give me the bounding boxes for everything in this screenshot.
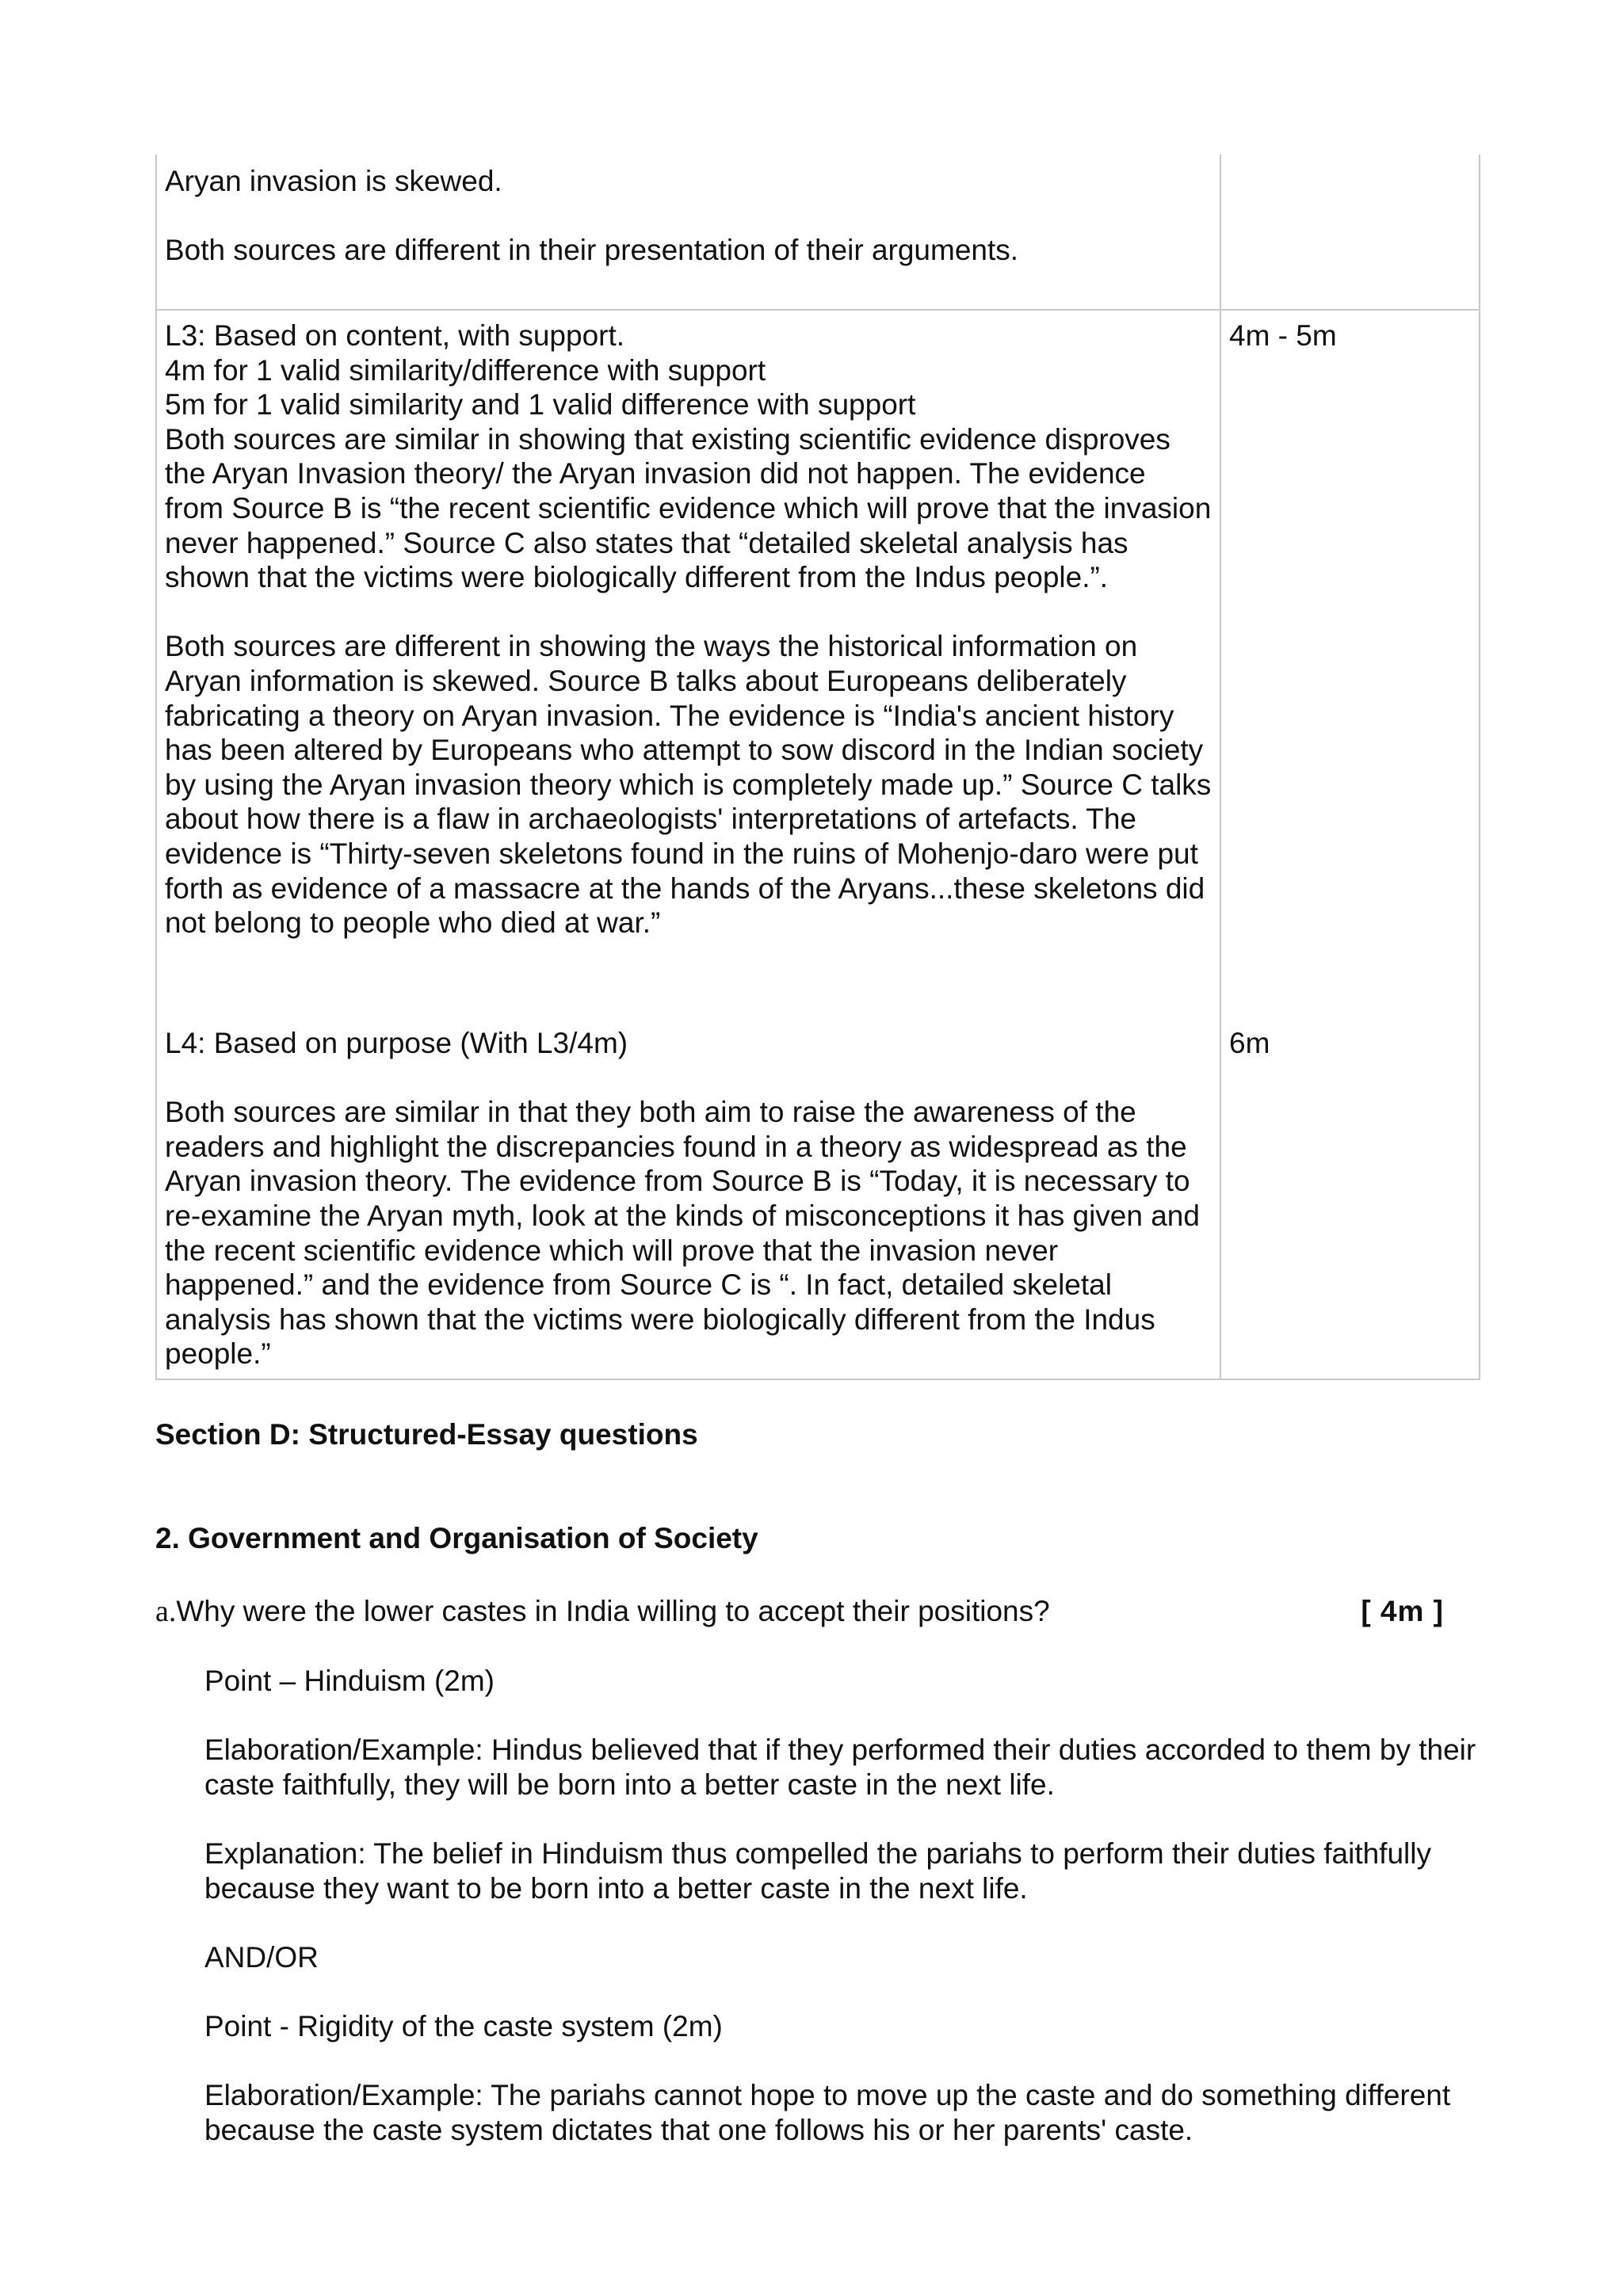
section-title: Section D: Structured-Essay questions [155,1418,698,1451]
l3-heading: L3: Based on content, with support. [165,319,625,352]
question-text [155,1595,1050,1627]
continued-line-1: Aryan invasion is skewed. [165,165,502,197]
l3-criteria-4m: 4m for 1 valid similarity/difference with support [165,353,766,387]
l4-heading: L4: Based on purpose (With L3/4m) [165,1027,628,1059]
answer-elaboration-1: Elaboration/Example: Hindus believed that if they performed their duties accorded to them by their caste faithfully, they will be born into a better caste in the next life. [204,1733,1476,1801]
table-row-l4 [155,1018,1480,1380]
question-letter: a. [155,1595,177,1628]
answer-point-1: Point – Hinduism (2m) [204,1665,495,1697]
question-body: Why were the lower castes in India willing to accept their positions? [176,1595,1050,1627]
l3-criteria-5m: 5m for 1 valid similarity and 1 valid difference with support [165,388,916,421]
answer-cell [155,1018,1220,1379]
answer-connector: AND/OR [204,1940,319,1974]
marks-cell [1220,1018,1480,1379]
marking-scheme-table [155,154,1480,1380]
question-marks: [ 4m ] [1361,1595,1444,1627]
l3-difference-paragraph: Both sources are different in showing the ways the historical information on Aryan information is skewed. Source B talks about Europeans deliberately fabricating a theory on Aryan invasion. The evidence is “India's ancient history has been altered by Europeans who attempt to sow discord in the Indian society by using the Aryan invasion theory which is completely made up.” Source C talks about how there is a flaw in archaeologists' interpretations of artefacts. The evidence is “Thirty-seven skeletons found in the ruins of Mohenjo-daro were put forth as evidence of a massacre at the hands of the Aryans...these skeletons did not belong to people who died at war.” [165,630,1212,940]
topic-title: 2. Government and Organisation of Society [155,1522,758,1554]
answer-point-2: Point - Rigidity of the caste system (2m) [204,2009,723,2042]
marks-value: 4m - 5m [1229,319,1337,352]
marks-value: 6m [1229,1027,1270,1059]
answer-block [204,1664,1488,2147]
continued-line-2: Both sources are different in their presentation of their arguments. [165,234,1019,267]
answer-elaboration-2: Elaboration/Example: The pariahs cannot hope to move up the caste and do something different because the caste system dictates that one follows his or her parents' caste. [204,2079,1451,2146]
marks-cell [1220,311,1480,1018]
marks-cell [1220,154,1480,309]
l4-paragraph: Both sources are similar in that they both aim to raise the awareness of the readers and highlight the discrepancies found in a theory as widespread as the Aryan invasion theory. The evidence from Source B is “Today, it is necessary to re-examine the Aryan myth, look at the kinds of misconceptions it has given and the recent scientific evidence which will prove that the invasion never happened.” and the evidence from Source C is “. In fact, detailed skeletal analysis has shown that the victims were biologically different from the Indus people.” [165,1096,1200,1371]
answer-explanation-1: Explanation: The belief in Hinduism thus compelled the pariahs to perform their duties faithfully because they want to be born into a better caste in the next life. [204,1836,1431,1905]
l3-similarity-paragraph: Both sources are similar in showing that existing scientific evidence disproves the Aryan Invasion theory/ the Aryan invasion did not happen. The evidence from Source B is “the recent scientific evidence which will prove that the invasion never happened.” Source C also states that “detailed skeletal analysis has shown that the victims were biologically different from the Indus people.”. [165,422,1212,594]
answer-cell [155,154,1220,309]
table-row-l3 [155,311,1480,1018]
answer-cell [155,311,1220,1018]
question-line [155,1594,1455,1630]
table-row-continued [155,154,1480,311]
